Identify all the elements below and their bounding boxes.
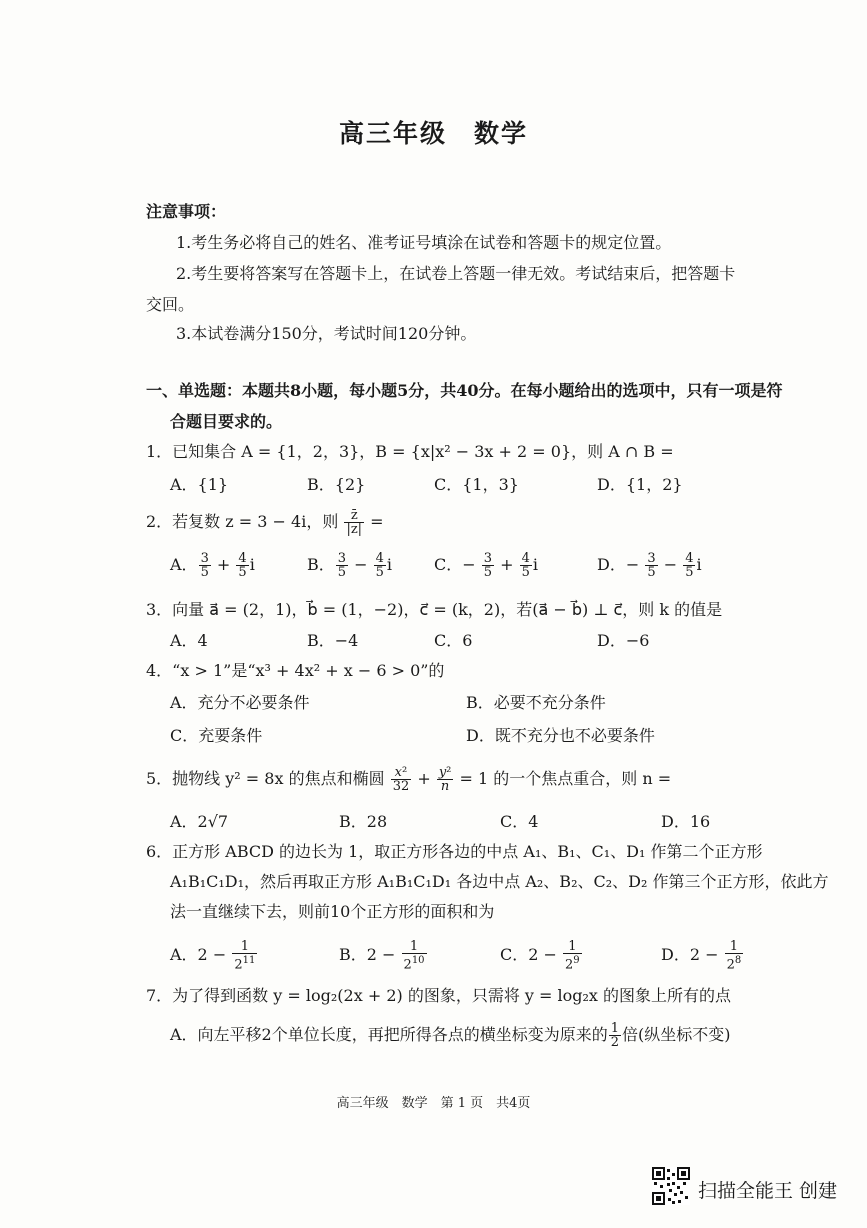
- question-4-option-a: A．充分不必要条件: [170, 693, 310, 712]
- question-5-option-c: C．4: [500, 812, 539, 831]
- question-2-fraction: [344, 509, 364, 536]
- question-6-option-a: A．2 − $\frac{1}{2^{11}}$: [170, 939, 256, 973]
- question-3-option-a: A．4: [170, 631, 208, 650]
- question-1-option-a: A．{1}: [170, 475, 229, 494]
- question-6-line1: 6．正方形 ABCD 的边长为 1，取正方形各边的中点 A₁、B₁、C₁、D₁ 作第二个正方形: [146, 842, 763, 861]
- question-4-option-b: B．必要不充分条件: [466, 693, 606, 712]
- question-2-option-b: B． $\frac{3}{5}$ − $\frac{4}{5}$ i: [307, 551, 393, 580]
- question-2-stem-prefix: 2．若复数 z = 3 − 4i，则: [146, 512, 339, 531]
- page-footer: 高三年级 数学 第 1 页 共4页: [336, 1096, 531, 1111]
- question-7-option-a: A．向左平移2个单位长度，再把所得各点的横坐标变为原来的 $\frac{1}{2}$ 倍(纵坐标不变): [170, 1021, 731, 1050]
- question-6-option-b: B．2 − $\frac{1}{2^{10}}$: [339, 939, 425, 973]
- notes-item-1: 1.考生务必将自己的姓名、准考证号填涂在试卷和答题卡的规定位置。: [176, 233, 672, 252]
- notes-item-3: 3.本试卷满分150分，考试时间120分钟。: [176, 324, 477, 343]
- question-3-stem: 3．向量 a⃗ = (2，1)，b⃗ = (1，−2)，c⃗ = (k，2)，若(a⃗ − b⃗) ⊥ c⃗，则 k 的值是: [146, 600, 723, 619]
- question-2-option-c: C．− $\frac{3}{5}$ + $\frac{4}{5}$ i: [434, 551, 539, 580]
- question-7-stem: 7．为了得到函数 y = log₂(2x + 2) 的图象，只需将 y = log₂x 的图象上所有的点: [146, 986, 732, 1005]
- question-6-line3: 法一直继续下去，则前10个正方形的面积和为: [170, 902, 495, 921]
- question-5-option-b: B．28: [339, 812, 388, 831]
- scanner-watermark-text: 扫描全能王 创建: [698, 1180, 838, 1202]
- question-1-option-d: D．{1，2}: [597, 475, 683, 494]
- page-title: 高三年级 数学: [338, 119, 528, 148]
- question-3-option-b: B．−4: [307, 631, 359, 650]
- question-5-option-a: A．2√7: [170, 812, 229, 831]
- question-1-stem: 1．已知集合 A = {1，2，3}，B = {x|x² − 3x + 2 = 0}，则 A ∩ B =: [146, 442, 674, 461]
- question-2-option-d: D．− $\frac{3}{5}$ − $\frac{4}{5}$ i: [597, 551, 702, 580]
- question-5-option-d: D．16: [661, 812, 711, 831]
- question-1-option-c: C．{1，3}: [434, 475, 519, 494]
- section-heading-line2: 合题目要求的。: [170, 412, 283, 431]
- section-heading-line1: 一、单选题：本题共8小题，每小题5分，共40分。在每小题给出的选项中，只有一项是符: [146, 381, 783, 400]
- question-2-option-a: A． $\frac{3}{5}$ + $\frac{4}{5}$ i: [170, 551, 255, 580]
- question-2-stem: [146, 509, 384, 536]
- question-6-line2: A₁B₁C₁D₁，然后再取正方形 A₁B₁C₁D₁ 各边中点 A₂、B₂、C₂、D₂ 作第三个正方形，依此方: [170, 872, 829, 891]
- question-4-stem: 4．“x > 1”是“x³ + 4x² + x − 6 > 0”的: [146, 661, 445, 680]
- qr-code-icon: [652, 1167, 690, 1205]
- notes-heading: 注意事项：: [146, 202, 227, 221]
- fraction-numerator: z̄: [344, 509, 364, 523]
- fraction-denominator: |z|: [346, 522, 363, 537]
- question-3-option-c: C．6: [434, 631, 473, 650]
- question-6-option-c: C．2 − $\frac{1}{2^9}$: [500, 939, 580, 973]
- question-5-stem: 5．抛物线 y² = 8x 的焦点和椭圆 $\frac{\text{x²}}{32}$ + $\frac{\text{y²}}{n}$ = 1 的一个焦点重合，则 n =: [146, 765, 672, 794]
- question-4-option-d: D．既不充分也不必要条件: [466, 726, 655, 745]
- question-6-option-d: D．2 − $\frac{1}{2^8}$: [661, 939, 742, 973]
- question-1-option-b: B．{2}: [307, 475, 366, 494]
- question-4-option-c: C．充要条件: [170, 726, 263, 745]
- question-3-option-d: D．−6: [597, 631, 650, 650]
- notes-item-2-line1: 2.考生要将答案写在答题卡上，在试卷上答题一律无效。考试结束后，把答题卡: [176, 264, 736, 283]
- question-2-stem-suffix: =: [370, 512, 384, 531]
- notes-item-2-line2: 交回。: [146, 295, 195, 314]
